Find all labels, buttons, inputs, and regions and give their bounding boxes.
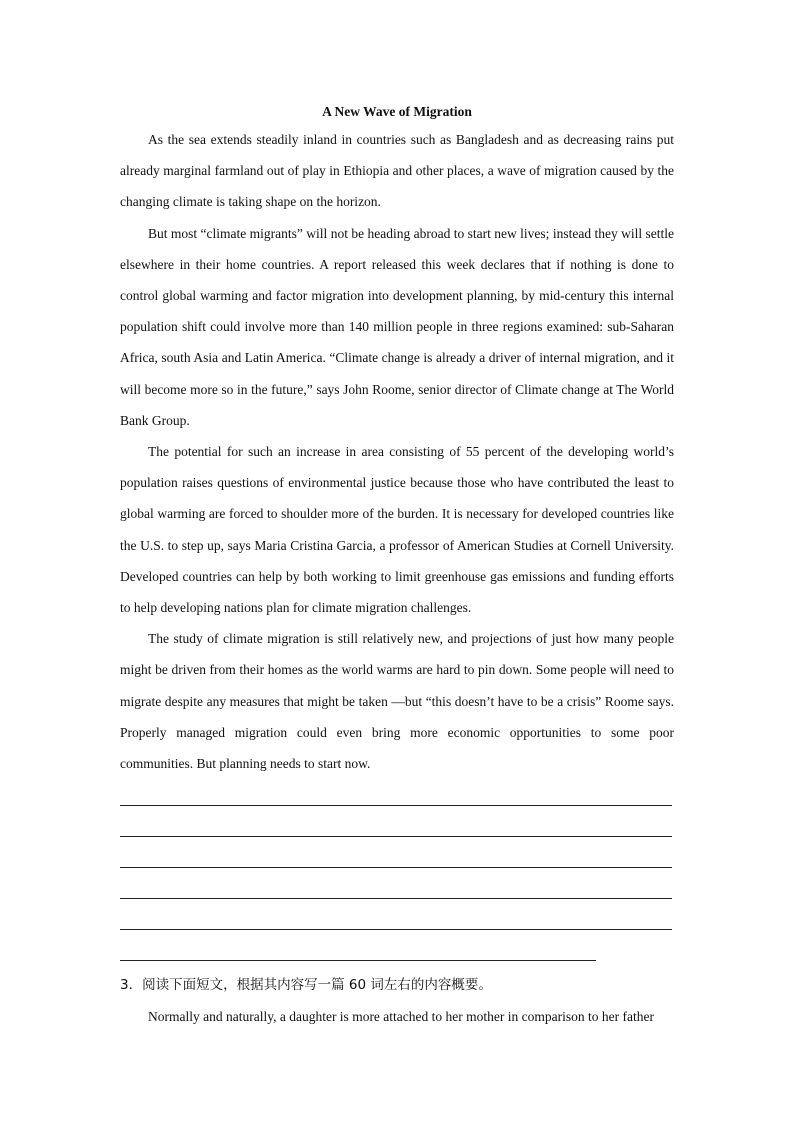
article-title: A New Wave of Migration <box>322 104 472 119</box>
article-paragraph-1: As the sea extends steadily inland in countries such as Bangladesh and as decreasing rains put already marginal farmland out of play in Ethiopia and other places, a wave of migration caused by the changing climate is taking shape on the horizon. <box>120 132 674 210</box>
answer-line <box>120 929 672 930</box>
answer-area <box>120 805 674 991</box>
question-instruction: 3．阅读下面短文，根据其内容写一篇 60 词左右的内容概要。 <box>120 977 492 993</box>
article-paragraph-2: But most “climate migrants” will not be heading abroad to start new lives; instead they will settle elsewhere in their home countries. A report released this week declares that if nothing is done to control global warming and factor migration into development planning, by mid-century this internal population shift could involve more than 140 million people in three regions examined: sub-Saharan Africa, south Asia and Latin America. “Climate change is already a driver of internal migration, and it will become more so in the future,” says John Roome, senior director of Climate change at The World Bank Group. <box>120 225 674 428</box>
article <box>120 100 674 779</box>
answer-line <box>120 898 672 899</box>
passage-first-line: Normally and naturally, a daughter is more attached to her mother in comparison to her father <box>148 1009 654 1024</box>
answer-line <box>120 805 672 806</box>
answer-line <box>120 867 672 868</box>
answer-line <box>120 836 672 837</box>
article-paragraph-3: The potential for such an increase in area consisting of 55 percent of the developing world’s population raises questions of environmental justice because those who have contributed the least to global warming are forced to shoulder more of the burden. It is necessary for developed countries like the U.S. to step up, says Maria Cristina Garcia, a professor of American Studies at Cornell University. Developed countries can help by both working to limit greenhouse gas emissions and funding efforts to help developing nations plan for climate migration challenges. <box>120 444 674 616</box>
answer-line <box>120 960 596 961</box>
article-paragraph-4: The study of climate migration is still relatively new, and projections of just how many people might be driven from their homes as the world warms are hard to pin down. Some people will need to migrate despite any measures that might be taken —but “this doesn’t have to be a crisis” Roome says. Properly managed migration could even bring more economic opportunities to some poor communities. But planning needs to start now. <box>120 631 674 772</box>
